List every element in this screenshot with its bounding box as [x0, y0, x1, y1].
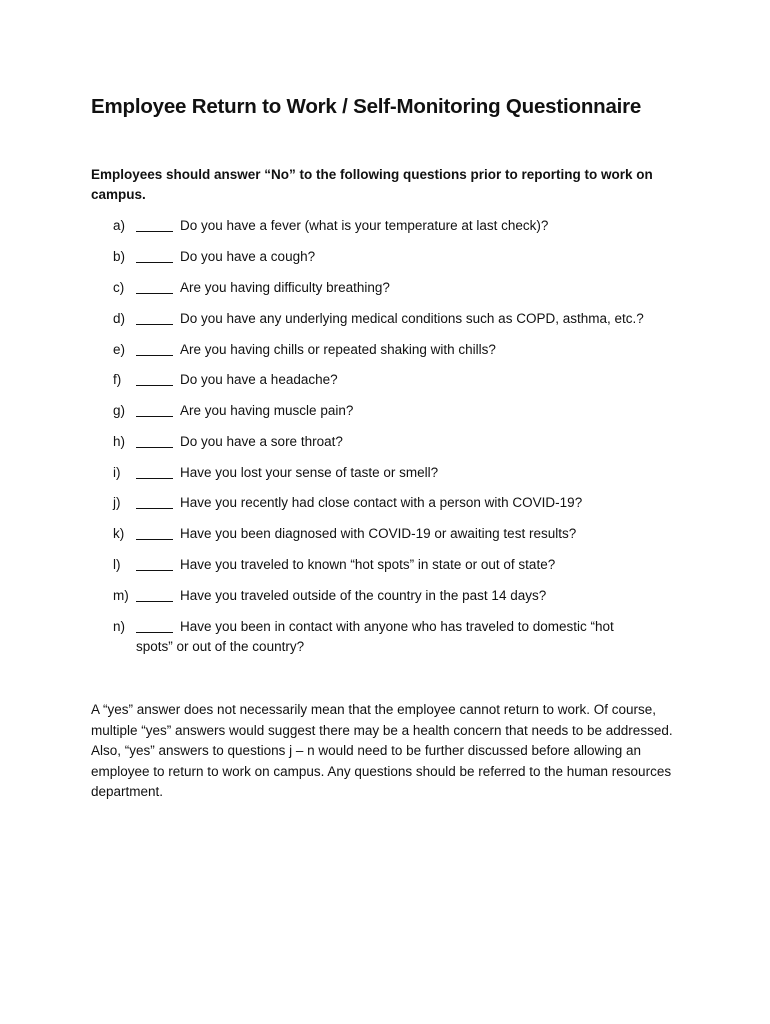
closing-paragraph: A “yes” answer does not necessarily mean that the employee cannot return to work. Of course, multiple “yes” answers would suggest there may be a health concern that needs to be addressed. Also, “yes” answers to questions j – n would need to be further discussed before allowing an employee to return to work on campus. Any questions should be referred to the human resources department. [91, 702, 673, 799]
question-text: Do you have a cough? [180, 249, 316, 264]
question-text: Have you traveled outside of the country in the past 14 days? [180, 588, 547, 603]
answer-blank[interactable] [136, 555, 173, 571]
question-letter: h) [113, 434, 126, 449]
question-text-continued: spots” or out of the country? [136, 639, 305, 654]
answer-blank[interactable] [136, 493, 173, 509]
question-text: Have you been diagnosed with COVID-19 or awaiting test results? [180, 526, 577, 541]
question-letter: c) [113, 280, 125, 295]
question-text: Are you having difficulty breathing? [180, 280, 390, 295]
answer-blank[interactable] [136, 617, 173, 633]
intro-instructions: Employees should answer “No” to the following questions prior to reporting to work on campus. [91, 167, 653, 202]
question-letter: f) [113, 372, 122, 387]
question-text: Do you have a sore throat? [180, 434, 343, 449]
answer-blank[interactable] [136, 463, 173, 479]
question-text: Do you have a fever (what is your temperature at last check)? [180, 218, 549, 233]
answer-blank[interactable] [136, 216, 173, 232]
answer-blank[interactable] [136, 309, 173, 325]
question-letter: a) [113, 218, 126, 233]
answer-blank[interactable] [136, 370, 173, 386]
question-letter: e) [113, 342, 126, 357]
page-title: Employee Return to Work / Self-Monitoring Questionnaire [91, 95, 642, 118]
question-letter: n) [113, 619, 126, 634]
answer-blank[interactable] [136, 432, 173, 448]
question-text: Are you having muscle pain? [180, 403, 354, 418]
question-letter: d) [113, 311, 126, 326]
question-text: Are you having chills or repeated shaking with chills? [180, 342, 496, 357]
question-text: Have you lost your sense of taste or smell? [180, 465, 439, 480]
question-text: Have you recently had close contact with a person with COVID-19? [180, 495, 583, 510]
answer-blank[interactable] [136, 586, 173, 602]
question-text: Do you have any underlying medical conditions such as COPD, asthma, etc.? [180, 311, 644, 326]
answer-blank[interactable] [136, 401, 173, 417]
answer-blank[interactable] [136, 524, 173, 540]
answer-blank[interactable] [136, 247, 173, 263]
question-text: Have you traveled to known “hot spots” in state or out of state? [180, 557, 556, 572]
question-letter: b) [113, 249, 126, 264]
question-letter: k) [113, 526, 125, 541]
answer-blank[interactable] [136, 340, 173, 356]
question-letter: g) [113, 403, 126, 418]
question-text: Do you have a headache? [180, 372, 338, 387]
question-letter: i) [113, 465, 121, 480]
question-letter: j) [113, 495, 121, 510]
question-letter: l) [113, 557, 121, 572]
question-text: Have you been in contact with anyone who has traveled to domestic “hot [180, 619, 614, 634]
question-letter: m) [113, 588, 129, 603]
answer-blank[interactable] [136, 278, 173, 294]
